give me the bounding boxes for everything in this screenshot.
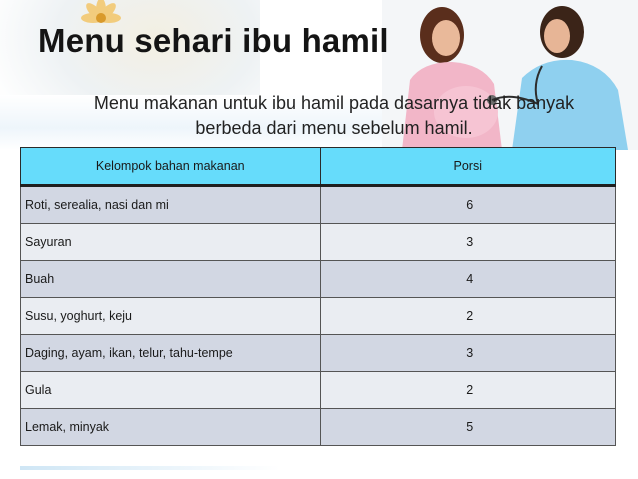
portion-cell: 5	[320, 409, 615, 446]
table-row	[21, 372, 616, 409]
food-group-cell: Lemak, minyak	[21, 409, 321, 446]
food-group-cell: Sayuran	[21, 224, 321, 261]
food-portion-table	[20, 147, 616, 446]
table-header-row	[21, 148, 616, 186]
portion-cell: 3	[320, 335, 615, 372]
portion-cell: 3	[320, 224, 615, 261]
table-row	[21, 186, 616, 224]
table-row	[21, 335, 616, 372]
table-row	[21, 224, 616, 261]
food-group-cell: Gula	[21, 372, 321, 409]
column-header-food-group: Kelompok bahan makanan	[21, 148, 321, 186]
food-group-cell: Susu, yoghurt, keju	[21, 298, 321, 335]
footer-decoration	[20, 466, 280, 470]
table-row	[21, 298, 616, 335]
slide-title: Menu sehari ibu hamil	[38, 22, 389, 59]
column-header-portion: Porsi	[320, 148, 615, 186]
portion-cell: 4	[320, 261, 615, 298]
food-group-cell: Daging, ayam, ikan, telur, tahu-tempe	[21, 335, 321, 372]
slide-subtitle: Menu makanan untuk ibu hamil pada dasarnya tidak banyak berbeda dari menu sebelum hamil.	[93, 93, 575, 138]
portion-cell: 2	[320, 298, 615, 335]
table-row	[21, 409, 616, 446]
portion-cell: 2	[320, 372, 615, 409]
food-group-cell: Buah	[21, 261, 321, 298]
table-row	[21, 261, 616, 298]
portion-cell: 6	[320, 186, 615, 224]
food-group-cell: Roti, serealia, nasi dan mi	[21, 186, 321, 224]
